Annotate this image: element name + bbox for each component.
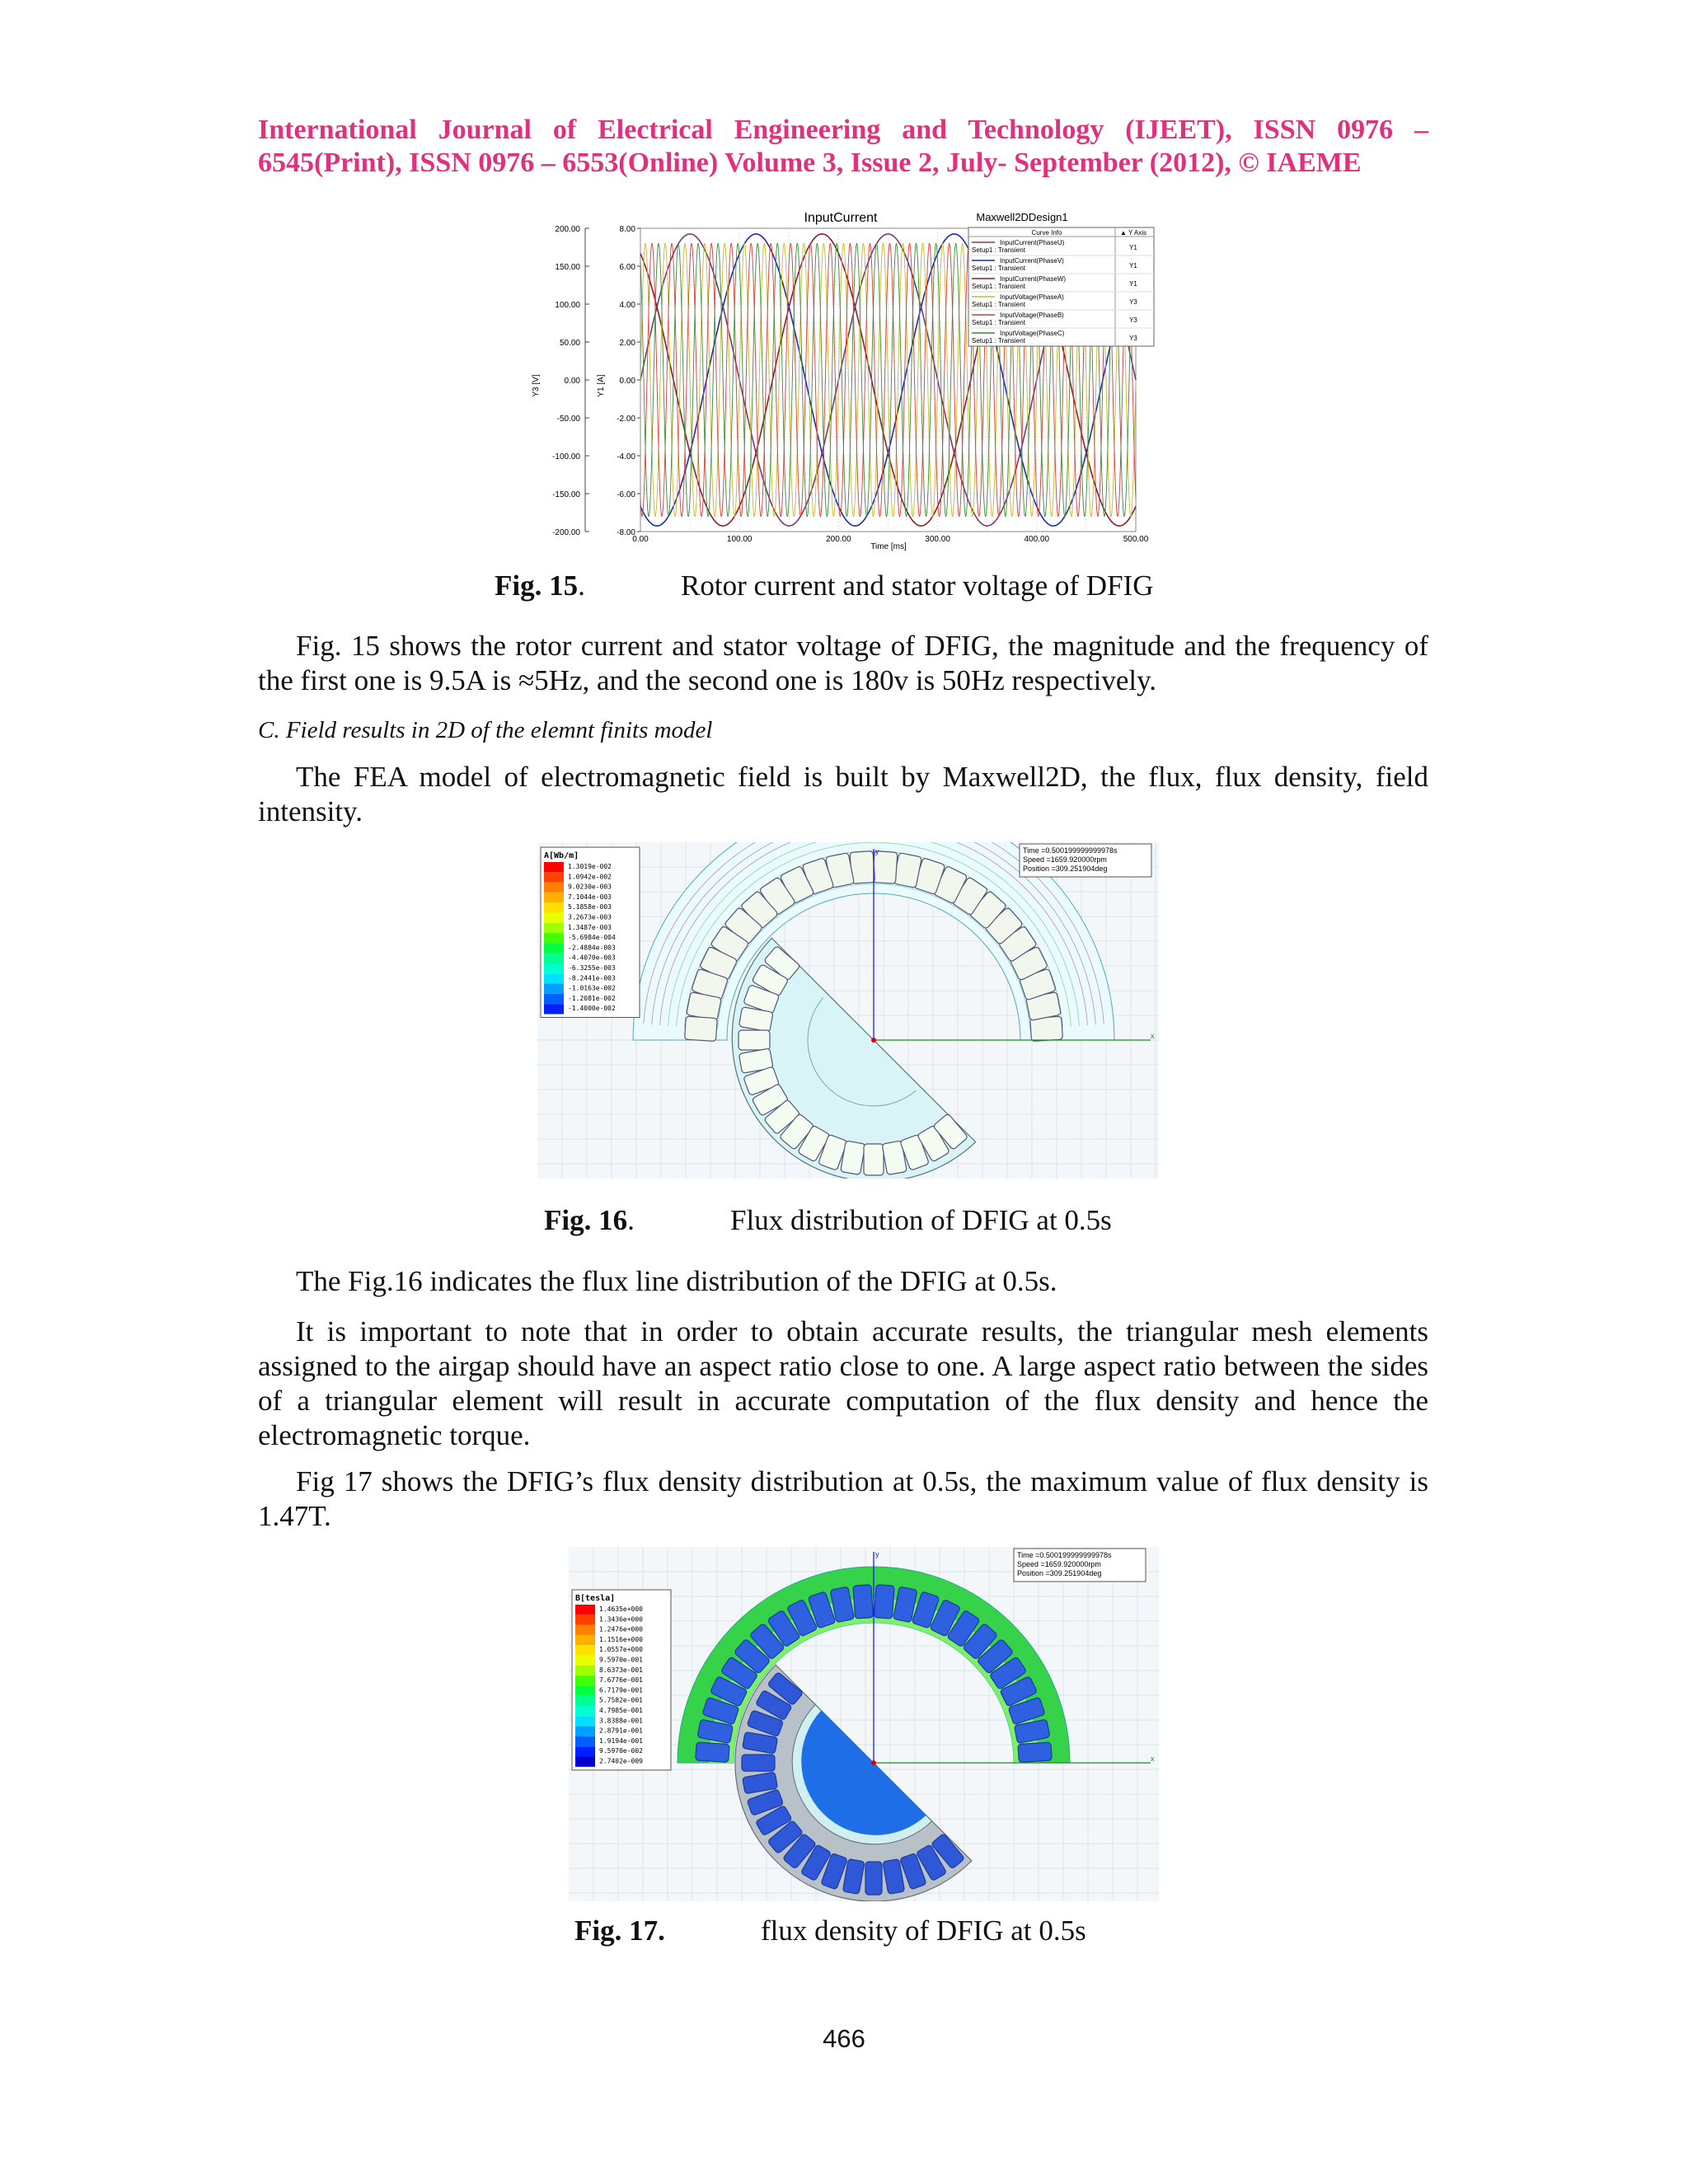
legend-color xyxy=(575,1635,595,1645)
origin-marker xyxy=(871,1038,876,1043)
x-tick-label: 200.00 xyxy=(826,535,851,544)
legend-value: 3.2673e-003 xyxy=(568,913,612,921)
x-tick-label: 0.00 xyxy=(632,535,649,544)
legend-color xyxy=(575,1696,595,1706)
legend-value: 9.0230e-003 xyxy=(568,883,612,891)
y1-tick-label: -8.00 xyxy=(617,528,635,537)
fig17-flux-density-plot xyxy=(569,1547,1159,1901)
legend-series-name: InputCurrent(PhaseW) xyxy=(1000,275,1067,283)
legend-color xyxy=(544,1004,564,1014)
legend-color xyxy=(544,954,564,963)
legend-color xyxy=(544,963,564,973)
legend-value: 3.8388e-001 xyxy=(599,1717,643,1725)
y1-tick-label: -2.00 xyxy=(617,415,635,424)
y1-axis-label: Y1 [A] xyxy=(597,374,606,397)
legend-color xyxy=(544,984,564,994)
legend-color xyxy=(575,1615,595,1624)
x-axis-label: x xyxy=(1151,1755,1155,1763)
legend-series-setup: Setup1 : Transient xyxy=(972,319,1025,326)
legend-value: 6.7179e-001 xyxy=(599,1686,643,1694)
info-line: Speed =1659.920000rpm xyxy=(1023,855,1107,864)
legend-color xyxy=(544,872,564,882)
legend-series-name: InputCurrent(PhaseV) xyxy=(1000,257,1064,265)
chart-project: Maxwell2DDesign1 xyxy=(976,211,1068,223)
legend-value: 1.9194e-001 xyxy=(599,1736,643,1745)
legend-color xyxy=(575,1605,595,1615)
legend-title: A[Wb/m] xyxy=(544,851,579,860)
legend-series-name: InputCurrent(PhaseU) xyxy=(1000,239,1065,246)
y3-tick-label: -50.00 xyxy=(556,415,580,424)
legend-value: 7.6776e-001 xyxy=(599,1676,643,1685)
origin-marker xyxy=(871,1760,876,1765)
y1-tick-label: 8.00 xyxy=(619,225,635,234)
legend-value: 1.0557e+000 xyxy=(599,1646,643,1654)
legend-value: -6.3255e-003 xyxy=(568,964,616,972)
rotor-slot xyxy=(865,1862,882,1895)
fig16-legend xyxy=(541,847,640,1018)
y-axis-label: y xyxy=(875,847,879,855)
y3-tick-label: 150.00 xyxy=(555,263,580,272)
y3-axis-label: Y3 [V] xyxy=(532,374,541,397)
info-line: Time =0.500199999999978s xyxy=(1017,1551,1112,1559)
legend-title: B[tesla] xyxy=(575,1594,616,1603)
paragraph-3: The Fig.16 indicates the flux line distribution of the DFIG at 0.5s. xyxy=(296,1265,1057,1297)
stator-slot xyxy=(685,1016,718,1041)
paragraph-4: It is important to note that in order to obtain accurate results, the triangular mesh elements assigned to the airgap should have an aspect ratio close to one. A large aspect ratio between the sides of a triangular element will result in accurate computation of the flux density and hence the electromagnetic torque. xyxy=(258,1315,1428,1451)
legend-value: 9.5970e-002 xyxy=(599,1747,643,1755)
legend-value: 5.7582e-001 xyxy=(599,1696,643,1704)
section-heading: C. Field results in 2D of the elemnt finits model xyxy=(258,717,713,743)
info-line: Speed =1659.920000rpm xyxy=(1017,1560,1101,1568)
legend-series-setup: Setup1 : Transient xyxy=(972,301,1025,308)
legend-value: 4.7985e-001 xyxy=(599,1707,643,1714)
legend-series-setup: Setup1 : Transient xyxy=(972,283,1025,290)
legend-value: 1.3019e-002 xyxy=(568,863,612,870)
page-number: 466 xyxy=(823,2024,865,2053)
y1-tick-label: 6.00 xyxy=(619,263,635,272)
y1-tick-label: 4.00 xyxy=(619,301,635,310)
stator-slot xyxy=(874,1585,894,1619)
y3-tick-label: 100.00 xyxy=(555,301,580,310)
legend-color xyxy=(575,1727,595,1736)
legend-color xyxy=(575,1706,595,1716)
legend-value: 7.1044e-003 xyxy=(568,893,612,901)
y1-tick-label: -4.00 xyxy=(617,452,635,462)
legend-value: 2.8791e-001 xyxy=(599,1727,643,1735)
legend-value: 1.2476e+000 xyxy=(599,1625,643,1633)
y3-tick-label: -150.00 xyxy=(552,490,580,499)
paragraph-1: Fig. 15 shows the rotor current and stator voltage of DFIG, the magnitude and the frequency of the first one is 9.5A is ≈5Hz, and the second one is 180v is 50Hz respectively. xyxy=(258,630,1428,696)
y3-tick-label: -200.00 xyxy=(552,528,580,537)
legend-color xyxy=(544,883,564,893)
legend-color xyxy=(575,1685,595,1695)
legend-series-name: InputVoltage(PhaseA) xyxy=(1000,293,1064,301)
stator-slot xyxy=(696,1742,729,1763)
x-tick-label: 300.00 xyxy=(925,535,950,544)
fig17-info-box xyxy=(1014,1549,1146,1582)
legend-value: 1.1516e+000 xyxy=(599,1635,643,1643)
legend-value: 1.0942e-002 xyxy=(568,873,612,881)
rotor-slot xyxy=(864,1144,884,1175)
chart-title: InputCurrent xyxy=(804,211,878,225)
fig15-chart xyxy=(528,206,1162,552)
y3-tick-label: 200.00 xyxy=(555,225,580,234)
legend-value: -4.4070e-003 xyxy=(568,954,616,962)
legend-color xyxy=(575,1736,595,1746)
legend-series-axis: Y3 xyxy=(1129,316,1137,324)
legend-value: -1.4000e-002 xyxy=(568,1005,616,1013)
info-line: Position =309.251904deg xyxy=(1017,1569,1102,1577)
legend-value: 2.7402e-009 xyxy=(599,1757,643,1765)
paragraph-5: Fig 17 shows the DFIG’s flux density distribution at 0.5s, the maximum value of flux density is 1.47T. xyxy=(258,1465,1428,1532)
legend-series-setup: Setup1 : Transient xyxy=(972,246,1025,254)
legend-color xyxy=(544,923,564,933)
legend-value: -2.4884e-003 xyxy=(568,944,616,952)
legend-series-axis: Y1 xyxy=(1129,244,1137,251)
legend-color xyxy=(544,913,564,923)
info-line: Time =0.500199999999978s xyxy=(1023,846,1118,855)
x-tick-label: 100.00 xyxy=(726,535,753,544)
x-axis-label: x xyxy=(1151,1032,1155,1040)
rotor-slot xyxy=(742,1755,775,1771)
legend-value: -5.6984e-004 xyxy=(568,934,616,942)
legend-value: 9.5970e-001 xyxy=(599,1656,643,1664)
legend-value: 5.1858e-003 xyxy=(568,903,612,912)
legend-header: ▲ Y Axis xyxy=(1119,229,1147,237)
legend-color xyxy=(575,1666,595,1675)
info-line: Position =309.251904deg xyxy=(1023,865,1108,873)
legend-series-name: InputVoltage(PhaseB) xyxy=(1000,312,1064,319)
legend-series-axis: Y3 xyxy=(1129,335,1137,342)
legend-value: -8.2441e-003 xyxy=(568,974,616,982)
legend-color xyxy=(544,973,564,983)
legend-color xyxy=(544,943,564,953)
legend-value: 1.3436e+000 xyxy=(599,1615,643,1624)
legend-color xyxy=(575,1746,595,1756)
x-tick-label: 500.00 xyxy=(1123,535,1149,544)
x-tick-label: 400.00 xyxy=(1024,535,1050,544)
legend-color xyxy=(575,1625,595,1635)
journal-header: International Journal of Electrical Engineering and Technology (IJEET), ISSN 0976 – 6545(Print), ISSN 0976 – 6553(Online) Volume 3, Issue 2, July- September (2012), © IAEME xyxy=(258,115,1428,178)
legend-color xyxy=(575,1675,595,1685)
legend-color xyxy=(544,893,564,902)
legend-series-setup: Setup1 : Transient xyxy=(972,265,1025,272)
fig17-legend xyxy=(572,1590,671,1770)
stator-slot xyxy=(853,1585,874,1619)
y1-tick-label: 2.00 xyxy=(619,339,635,348)
y3-tick-label: 50.00 xyxy=(559,339,580,348)
legend-color xyxy=(575,1757,595,1767)
legend-value: 1.3487e-003 xyxy=(568,923,612,931)
y1-tick-label: 0.00 xyxy=(619,377,635,386)
legend-color xyxy=(544,862,564,872)
legend-series-setup: Setup1 : Transient xyxy=(972,337,1025,344)
legend-series-axis: Y1 xyxy=(1129,280,1137,288)
legend-value: 1.4635e+000 xyxy=(599,1605,643,1613)
fig15-caption: Fig. 15. Rotor current and stator voltage of DFIG xyxy=(495,569,1154,602)
y3-tick-label: -100.00 xyxy=(552,452,580,462)
legend-color xyxy=(575,1645,595,1655)
fig16-caption: Fig. 16. Flux distribution of DFIG at 0.5s xyxy=(544,1204,1112,1236)
legend-value: -1.2081e-002 xyxy=(568,994,616,1002)
chart-legend xyxy=(968,227,1154,346)
legend-value: -1.0163e-002 xyxy=(568,984,616,992)
legend-series-axis: Y1 xyxy=(1129,262,1137,269)
legend-color xyxy=(544,994,564,1004)
legend-series-name: InputVoltage(PhaseC) xyxy=(1000,330,1065,337)
legend-header: Curve Info xyxy=(1031,229,1062,237)
x-axis-label: Time [ms] xyxy=(870,542,907,551)
fig16-info-box xyxy=(1020,844,1151,877)
legend-color xyxy=(544,902,564,912)
fig17-caption: Fig. 17. flux density of DFIG at 0.5s xyxy=(574,1915,1086,1947)
legend-value: 8.6373e-001 xyxy=(599,1666,643,1674)
y1-tick-label: -6.00 xyxy=(617,490,635,499)
legend-series-axis: Y3 xyxy=(1129,298,1137,306)
legend-color xyxy=(575,1656,595,1666)
fig16-flux-plot xyxy=(537,842,1159,1179)
stator-slot xyxy=(1018,1742,1052,1763)
rotor-slot xyxy=(738,1030,770,1050)
y3-tick-label: 0.00 xyxy=(564,377,580,386)
legend-color xyxy=(544,933,564,943)
stator-slot xyxy=(872,851,897,884)
legend-color xyxy=(575,1716,595,1726)
paragraph-2: The FEA model of electromagnetic field is built by Maxwell2D, the flux, flux density, field intensity. xyxy=(258,761,1428,827)
y-axis-label: y xyxy=(875,1550,879,1558)
